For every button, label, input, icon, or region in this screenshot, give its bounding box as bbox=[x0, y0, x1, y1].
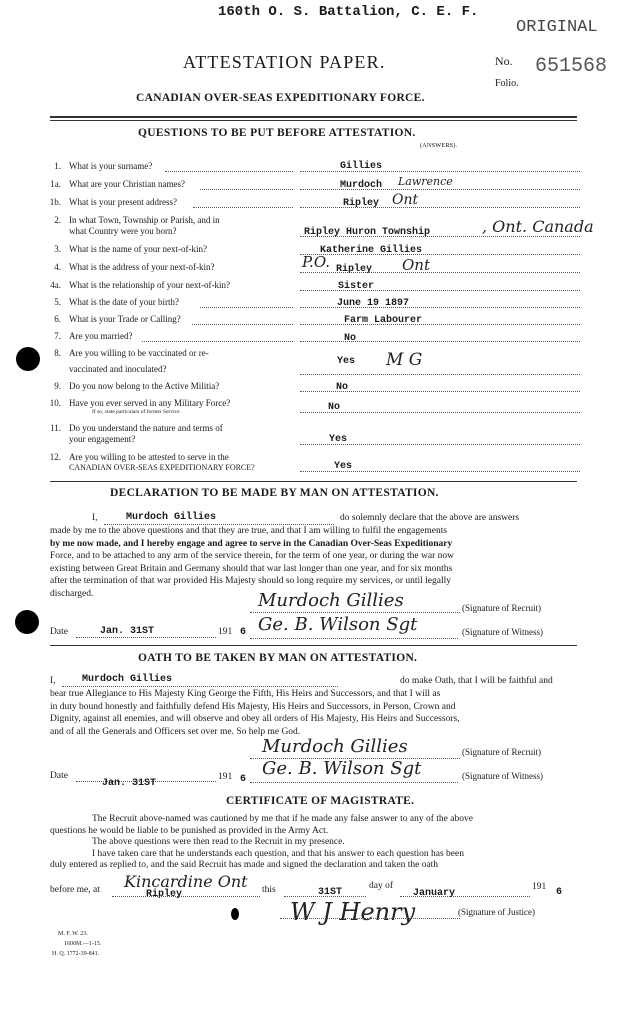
question-leader bbox=[200, 307, 293, 308]
section-divider bbox=[50, 481, 577, 482]
place-line bbox=[112, 896, 260, 897]
certificate-body bbox=[50, 814, 577, 872]
answer-handwritten: M G bbox=[386, 350, 423, 370]
question-text: What is your present address? bbox=[69, 197, 177, 207]
answer-handwritten: , Ont. Canada bbox=[482, 217, 594, 236]
oath-year-digit: 6 bbox=[240, 774, 247, 785]
answer-typed: Farm Labourer bbox=[344, 315, 423, 326]
page-title: ATTESTATION PAPER. bbox=[183, 52, 386, 72]
oath-i: I, bbox=[50, 676, 56, 686]
question-leader bbox=[192, 324, 293, 325]
question-number: 9. bbox=[54, 381, 61, 391]
question-text: Do you now belong to the Active Militia? bbox=[69, 381, 220, 391]
question-number: 7. bbox=[54, 331, 61, 341]
question-text: What is the relationship of your next-of-kin? bbox=[69, 280, 230, 290]
question-leader bbox=[193, 207, 293, 208]
recruit-signature: Murdoch Gillies bbox=[258, 590, 404, 611]
declaration-line: after the termination of that war provided His Majesty should so long require my services, or until legally bbox=[50, 576, 452, 586]
question-number: 8. bbox=[54, 348, 61, 358]
question-number: 12. bbox=[49, 452, 61, 462]
answer-line bbox=[300, 324, 580, 325]
cert-year-digit: 6 bbox=[556, 887, 563, 898]
year-digit: 6 bbox=[240, 627, 247, 638]
justice-signature: W J Henry bbox=[290, 898, 416, 926]
punch-hole-bottom bbox=[15, 610, 39, 634]
no-label: No. bbox=[495, 54, 513, 68]
before-me-label: before me, at bbox=[50, 885, 100, 895]
question-text: What is the date of your birth? bbox=[69, 297, 179, 307]
oath-witness-signature-line bbox=[250, 782, 458, 783]
oath-line: do make Oath, that I will be faithful and bbox=[400, 676, 553, 686]
witness-signature: Ge. B. Wilson Sgt bbox=[258, 614, 418, 635]
question-text: What is the address of your next-of-kin? bbox=[69, 262, 215, 272]
answer-handwritten: Lawrence bbox=[398, 175, 453, 188]
certificate-title: CERTIFICATE OF MAGISTRATE. bbox=[226, 795, 415, 807]
answer-typed: No bbox=[344, 333, 357, 344]
oath-year-prefix: 191 bbox=[218, 772, 233, 782]
declaration-line: discharged. bbox=[50, 588, 94, 599]
question-number: 1b. bbox=[49, 197, 61, 207]
recruit-signature-line bbox=[250, 612, 460, 613]
certificate-line: duly entered as replied to, and the said Recruit has made and signed the declaration and taken the oath bbox=[50, 860, 439, 870]
regimental-number: 651568 bbox=[535, 55, 608, 78]
section-divider bbox=[50, 645, 577, 646]
cert-year-prefix: 191 bbox=[532, 882, 547, 892]
oath-name-line bbox=[62, 686, 338, 687]
answer-line bbox=[300, 341, 580, 342]
answer-typed: No bbox=[336, 382, 349, 393]
oath-date-value: Jan. 31ST bbox=[102, 778, 157, 789]
oath-date-label: Date bbox=[50, 771, 68, 781]
print-run: 1600M.—1-15. bbox=[64, 941, 102, 947]
question-number: 2. bbox=[54, 215, 61, 225]
oath-title: OATH TO BE TAKEN BY MAN ON ATTESTATION. bbox=[138, 652, 418, 664]
date-value: Jan. 31ST bbox=[100, 626, 155, 637]
hq-reference: H. Q. 1772-39-841. bbox=[52, 951, 100, 957]
page-subtitle: CANADIAN OVER-SEAS EXPEDITIONARY FORCE. bbox=[136, 92, 425, 104]
answer-handwritten-prefix: P.O. bbox=[302, 253, 331, 271]
date-line bbox=[76, 637, 216, 638]
answer-typed: June 19 1897 bbox=[337, 298, 410, 309]
declaration-title: DECLARATION TO BE MADE BY MAN ON ATTESTATION. bbox=[110, 487, 439, 499]
day-of-label: day of bbox=[369, 881, 394, 891]
place-typed: Ripley bbox=[146, 889, 183, 900]
answer-typed: Yes bbox=[334, 461, 353, 472]
place-handwritten: Kincardine Ont bbox=[124, 872, 248, 891]
certificate-line: I have taken care that he understands each question, and that his answer to each question has been bbox=[92, 848, 464, 859]
answer-line bbox=[300, 207, 580, 208]
answer-typed: Ripley bbox=[343, 198, 380, 209]
oath-line: bear true Allegiance to His Majesty King George the Fifth, His Heirs and Successors, and that I will as bbox=[50, 689, 441, 699]
oath-recruit-signature-label: (Signature of Recruit) bbox=[462, 747, 541, 757]
declaration-line: do solemnly declare that the above are answers bbox=[340, 513, 520, 523]
answer-line bbox=[300, 412, 580, 413]
ink-blot bbox=[231, 908, 239, 920]
certificate-line: The above questions were then read to the Recruit in my presence. bbox=[92, 837, 345, 847]
question-text-cont: vaccinated and inoculated? bbox=[69, 364, 167, 374]
question-text: What are your Christian names? bbox=[69, 179, 185, 189]
declaration-i: I, bbox=[92, 513, 98, 523]
answer-typed: Sister bbox=[338, 281, 375, 292]
question-text: Are you willing to be vaccinated or re- bbox=[69, 348, 209, 358]
oath-recruit-signature: Murdoch Gillies bbox=[262, 736, 408, 757]
question-number: 10. bbox=[49, 398, 61, 408]
answer-typed: Ripley bbox=[336, 264, 373, 275]
witness-signature-line bbox=[250, 638, 458, 639]
declaration-name: Murdoch Gillies bbox=[126, 512, 217, 523]
question-number: 1. bbox=[54, 161, 61, 171]
oath-line: in duty bound honestly and faithfully defend His Majesty, His Heirs and Successors, in Person, Crown and bbox=[50, 701, 456, 712]
header-rule bbox=[50, 116, 577, 118]
header-rule-thin bbox=[50, 120, 577, 121]
answer-typed: Yes bbox=[329, 434, 348, 445]
certificate-line: The Recruit above-named was cautioned by me that if he made any false answer to any of the above bbox=[92, 814, 473, 824]
date-label: Date bbox=[50, 627, 68, 637]
declaration-body bbox=[50, 525, 577, 600]
original-stamp: ORIGINAL bbox=[516, 18, 598, 37]
question-number: 11. bbox=[50, 423, 61, 433]
answer-typed: Katherine Gillies bbox=[320, 245, 423, 256]
recruit-signature-label: (Signature of Recruit) bbox=[462, 603, 541, 613]
declaration-line: by me now made, and I hereby engage and agree to serve in the Canadian Over-Seas Expeditionary bbox=[50, 538, 453, 549]
question-text: In what Town, Township or Parish, and in bbox=[69, 215, 220, 225]
question-text: Are you married? bbox=[69, 331, 133, 341]
question-text: What is your surname? bbox=[69, 161, 153, 171]
battalion-stamp: 160th O. S. Battalion, C. E. F. bbox=[218, 4, 479, 20]
justice-signature-line bbox=[280, 918, 460, 919]
witness-signature-label: (Signature of Witness) bbox=[462, 627, 543, 637]
folio-label: Folio. bbox=[495, 78, 519, 89]
this-label: this bbox=[262, 885, 276, 895]
oath-body bbox=[50, 688, 577, 738]
answers-label: (ANSWERS). bbox=[420, 142, 458, 149]
question-text-cont: CANADIAN OVER-SEAS EXPEDITIONARY FORCE? bbox=[69, 463, 255, 472]
question-leader bbox=[142, 341, 293, 342]
question-text: What is your Trade or Calling? bbox=[69, 314, 181, 324]
declaration-line: existing between Great Britain and Germany should that war last longer than one year, and for six months bbox=[50, 563, 453, 574]
question-text: What is the name of your next-of-kin? bbox=[69, 244, 207, 254]
answer-typed: No bbox=[328, 402, 341, 413]
answer-handwritten: Ont bbox=[392, 192, 419, 208]
year-prefix: 191 bbox=[218, 627, 233, 637]
question-leader bbox=[200, 189, 293, 190]
question-number: 4. bbox=[54, 262, 61, 272]
question-text-cont: what Country were you born? bbox=[69, 226, 177, 236]
form-number: M. F. W. 23. bbox=[58, 931, 88, 937]
answer-typed: Murdoch bbox=[340, 180, 383, 191]
question-number: 3. bbox=[54, 244, 61, 254]
question-note: If so, state particulars of former Service. bbox=[92, 409, 181, 415]
question-text: Have you ever served in any Military Force? bbox=[69, 398, 231, 408]
question-number: 5. bbox=[54, 297, 61, 307]
answer-typed: Yes bbox=[337, 356, 356, 367]
question-leader bbox=[165, 171, 293, 172]
oath-witness-signature-label: (Signature of Witness) bbox=[462, 771, 543, 781]
questions-title: QUESTIONS TO BE PUT BEFORE ATTESTATION. bbox=[138, 127, 416, 139]
oath-name: Murdoch Gillies bbox=[82, 674, 173, 685]
certificate-line: questions he would be liable to be punished as provided in the Army Act. bbox=[50, 825, 329, 836]
answer-line bbox=[300, 374, 580, 375]
day-line bbox=[284, 896, 366, 897]
justice-signature-label: (Signature of Justice) bbox=[458, 907, 535, 917]
oath-witness-signature: Ge. B. Wilson Sgt bbox=[262, 758, 422, 779]
answer-handwritten: Ont bbox=[402, 256, 430, 274]
question-text: Do you understand the nature and terms of bbox=[69, 423, 223, 433]
question-text: Are you willing to be attested to serve in the bbox=[69, 452, 229, 462]
question-text-cont: your engagement? bbox=[69, 434, 136, 444]
declaration-line: made by me to the above questions and that they are true, and that I am willing to fulfil the engagements bbox=[50, 526, 448, 536]
day-value: 31ST bbox=[318, 887, 343, 898]
answer-typed: Gillies bbox=[340, 161, 383, 172]
question-number: 1a. bbox=[50, 179, 61, 189]
oath-line: Dignity, against all enemies, and will observe and obey all orders of His Majesty, His Heirs and Successors, bbox=[50, 714, 460, 724]
question-number: 6. bbox=[54, 314, 61, 324]
answer-typed: Ripley Huron Township bbox=[304, 227, 431, 238]
month-line bbox=[400, 896, 530, 897]
oath-line: and of all the Generals and Officers set over me. So help me God. bbox=[50, 726, 301, 737]
month-value: January bbox=[413, 888, 456, 899]
question-number: 4a. bbox=[50, 280, 61, 290]
declaration-line: Force, and to be attached to any arm of the service therein, for the term of one year, or during the war now bbox=[50, 551, 455, 561]
